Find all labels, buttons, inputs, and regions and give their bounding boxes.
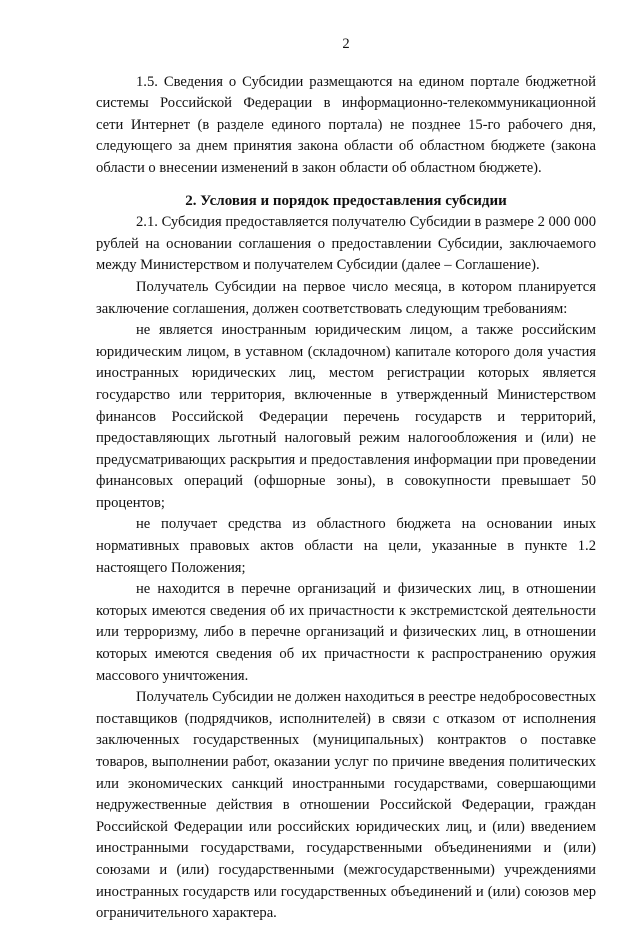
paragraph-2-1: 2.1. Субсидия предоставляется получателю Субсидии в размере 2 000 000 рублей на основании соглашения о предоставлении Субсидии, заключаемого между Министерством и получателем Субсидии (далее – Соглашение).	[96, 214, 596, 274]
paragraph-requirement-no-extremism: не находится в перечне организаций и физических лиц, в отношении которых имеются сведения об их причастности к экстремистской деятельности или терроризму, либо в перечне организаций и физических лиц, в отношении которых имеются сведения об их причастности к распространению оружия массового уничтожения.	[96, 581, 596, 684]
page-number: 2	[342, 36, 350, 52]
paragraph-requirements-intro: Получатель Субсидии на первое число месяца, в котором планируется заключение соглашения, должен соответствовать следующим требованиям:	[96, 278, 596, 317]
document-page	[96, 34, 596, 925]
paragraph-requirement-foreign-entity: не является иностранным юридическим лицом, а также российским юридическим лицом, в уставном (складочном) капитале которого доля участия иностранных юридических лиц, местом регистрации которых является государство или территория, включенные в утвержденный Министерством финансов Российской Федерации перечень государств и территорий, предоставляющих льготный налоговый режим налогообложения и (или) не предусматривающих раскрытия и предоставления информации при проведении финансовых операций (офшорные зоны), в совокупности превышает 50 процентов;	[96, 322, 596, 511]
paragraph-unfair-suppliers-registry: Получатель Субсидии не должен находиться в реестре недобросовестных поставщиков (подрядчиков, исполнителей) в связи с отказом от исполнения заключенных государственных (муниципальных) контрактов о поставке товаров, выполнении работ, оказании услуг по причине введения политических или экономических санкций иностранными государствами, совершающими недружественные действия в отношении Российской Федерации, граждан Российской Федерации или российских юридических лиц, и (или) введением иностранными государствами, государственными объединениями и (или) союзами и (или) государственными (межгосударственными) учреждениями иностранных государств или государственных объединений и (или) союзов мер ограничительного характера.	[96, 689, 596, 922]
paragraph-1-5: 1.5. Сведения о Субсидии размещаются на едином портале бюджетной системы Российской Федерации в информационно-телекоммуникационной сети Интернет (в разделе единого портала) не позднее 15-го рабочего дня, следующего за днем принятия закона области об областном бюджете (закона области о внесении изменений в закон области об областном бюджете).	[96, 73, 596, 176]
paragraph-requirement-no-other-funds: не получает средства из областного бюджета на основании иных нормативных правовых актов области на цели, указанные в пункте 1.2 настоящего Положения;	[96, 516, 596, 576]
section-heading: 2. Условия и порядок предоставления субсидии	[185, 192, 507, 209]
